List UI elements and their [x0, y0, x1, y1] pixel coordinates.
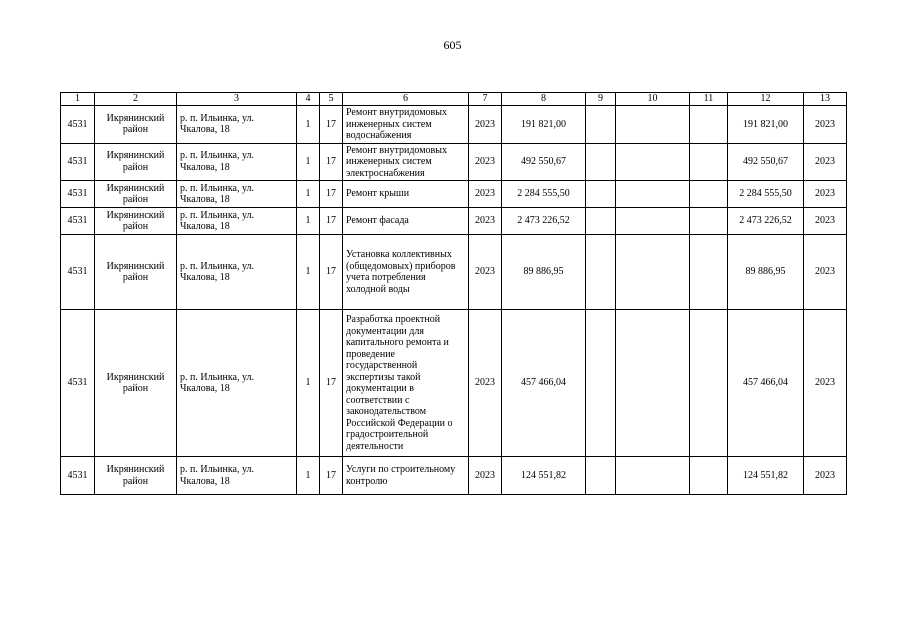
cell-cost: 492 550,67 — [502, 143, 586, 181]
col-header: 11 — [690, 93, 728, 106]
cell-district: Икрянинский район — [95, 208, 177, 235]
cell-total: 2 473 226,52 — [728, 208, 804, 235]
cell-c5: 17 — [320, 143, 343, 181]
cell-year-end: 2023 — [804, 457, 847, 495]
cell-address: р. п. Ильинка, ул. Чкалова, 18 — [177, 310, 297, 457]
cell-c5: 17 — [320, 106, 343, 144]
cell-work-type: Установка коллективных (общедомовых) приборов учета потребления холодной воды — [343, 235, 469, 310]
cell-work-type: Ремонт внутридомовых инженерных систем электроснабжения — [343, 143, 469, 181]
header-row — [61, 93, 847, 106]
cell-total: 492 550,67 — [728, 143, 804, 181]
cell-c10 — [616, 310, 690, 457]
cell-code: 4531 — [61, 106, 95, 144]
cell-c9 — [586, 235, 616, 310]
cell-c11 — [690, 106, 728, 144]
cell-c9 — [586, 181, 616, 208]
cell-c4: 1 — [297, 181, 320, 208]
cell-c4: 1 — [297, 457, 320, 495]
cell-work-type: Услуги по строительному контролю — [343, 457, 469, 495]
col-header: 4 — [297, 93, 320, 106]
cell-cost: 2 284 555,50 — [502, 181, 586, 208]
cell-c10 — [616, 143, 690, 181]
cell-c9 — [586, 143, 616, 181]
table-row — [61, 457, 847, 495]
col-header: 5 — [320, 93, 343, 106]
cell-work-type: Ремонт крыши — [343, 181, 469, 208]
cell-year: 2023 — [469, 181, 502, 208]
cell-c10 — [616, 208, 690, 235]
cell-c10 — [616, 106, 690, 144]
table-row — [61, 208, 847, 235]
cell-cost: 89 886,95 — [502, 235, 586, 310]
cell-address: р. п. Ильинка, ул. Чкалова, 18 — [177, 181, 297, 208]
cell-address: р. п. Ильинка, ул. Чкалова, 18 — [177, 457, 297, 495]
cell-address: р. п. Ильинка, ул. Чкалова, 18 — [177, 143, 297, 181]
cell-c4: 1 — [297, 235, 320, 310]
cell-cost: 2 473 226,52 — [502, 208, 586, 235]
cell-c10 — [616, 181, 690, 208]
cell-work-type: Ремонт фасада — [343, 208, 469, 235]
cell-c11 — [690, 310, 728, 457]
cell-c10 — [616, 235, 690, 310]
cell-address: р. п. Ильинка, ул. Чкалова, 18 — [177, 106, 297, 144]
repair-program-table — [60, 92, 847, 495]
cell-code: 4531 — [61, 181, 95, 208]
cell-year: 2023 — [469, 235, 502, 310]
col-header: 7 — [469, 93, 502, 106]
cell-total: 2 284 555,50 — [728, 181, 804, 208]
cell-year-end: 2023 — [804, 235, 847, 310]
cell-c9 — [586, 208, 616, 235]
cell-total: 89 886,95 — [728, 235, 804, 310]
col-header: 1 — [61, 93, 95, 106]
cell-year: 2023 — [469, 457, 502, 495]
cell-work-type: Разработка проектной документации для капитального ремонта и проведение государственной экспертизы такой документации в соответствии с законодательством Российской Федерации о градостроительной деятельности — [343, 310, 469, 457]
table-row — [61, 181, 847, 208]
cell-c5: 17 — [320, 310, 343, 457]
cell-code: 4531 — [61, 235, 95, 310]
cell-district: Икрянинский район — [95, 181, 177, 208]
col-header: 12 — [728, 93, 804, 106]
cell-cost: 191 821,00 — [502, 106, 586, 144]
cell-year-end: 2023 — [804, 106, 847, 144]
cell-c11 — [690, 457, 728, 495]
cell-district: Икрянинский район — [95, 143, 177, 181]
cell-code: 4531 — [61, 143, 95, 181]
cell-cost: 124 551,82 — [502, 457, 586, 495]
col-header: 6 — [343, 93, 469, 106]
cell-c11 — [690, 143, 728, 181]
cell-year-end: 2023 — [804, 208, 847, 235]
cell-district: Икрянинский район — [95, 106, 177, 144]
cell-total: 457 466,04 — [728, 310, 804, 457]
cell-district: Икрянинский район — [95, 310, 177, 457]
cell-district: Икрянинский район — [95, 457, 177, 495]
cell-code: 4531 — [61, 457, 95, 495]
cell-year-end: 2023 — [804, 181, 847, 208]
cell-c4: 1 — [297, 208, 320, 235]
col-header: 8 — [502, 93, 586, 106]
cell-c5: 17 — [320, 181, 343, 208]
cell-work-type: Ремонт внутридомовых инженерных систем водоснабжения — [343, 106, 469, 144]
cell-c5: 17 — [320, 235, 343, 310]
cell-c4: 1 — [297, 106, 320, 144]
cell-c11 — [690, 181, 728, 208]
col-header: 13 — [804, 93, 847, 106]
cell-year: 2023 — [469, 208, 502, 235]
cell-c5: 17 — [320, 457, 343, 495]
cell-c4: 1 — [297, 310, 320, 457]
table-row — [61, 310, 847, 457]
cell-year: 2023 — [469, 310, 502, 457]
cell-c10 — [616, 457, 690, 495]
cell-c4: 1 — [297, 143, 320, 181]
cell-total: 124 551,82 — [728, 457, 804, 495]
cell-c11 — [690, 208, 728, 235]
cell-year-end: 2023 — [804, 143, 847, 181]
cell-year: 2023 — [469, 143, 502, 181]
col-header: 10 — [616, 93, 690, 106]
cell-cost: 457 466,04 — [502, 310, 586, 457]
cell-c9 — [586, 457, 616, 495]
cell-c11 — [690, 235, 728, 310]
page-number: 605 — [443, 38, 462, 52]
cell-code: 4531 — [61, 208, 95, 235]
cell-year-end: 2023 — [804, 310, 847, 457]
table-row — [61, 106, 847, 144]
cell-c5: 17 — [320, 208, 343, 235]
cell-district: Икрянинский район — [95, 235, 177, 310]
cell-address: р. п. Ильинка, ул. Чкалова, 18 — [177, 235, 297, 310]
cell-code: 4531 — [61, 310, 95, 457]
table-row — [61, 143, 847, 181]
cell-address: р. п. Ильинка, ул. Чкалова, 18 — [177, 208, 297, 235]
col-header: 3 — [177, 93, 297, 106]
cell-total: 191 821,00 — [728, 106, 804, 144]
cell-year: 2023 — [469, 106, 502, 144]
cell-c9 — [586, 310, 616, 457]
table-row — [61, 235, 847, 310]
col-header: 9 — [586, 93, 616, 106]
cell-c9 — [586, 106, 616, 144]
col-header: 2 — [95, 93, 177, 106]
